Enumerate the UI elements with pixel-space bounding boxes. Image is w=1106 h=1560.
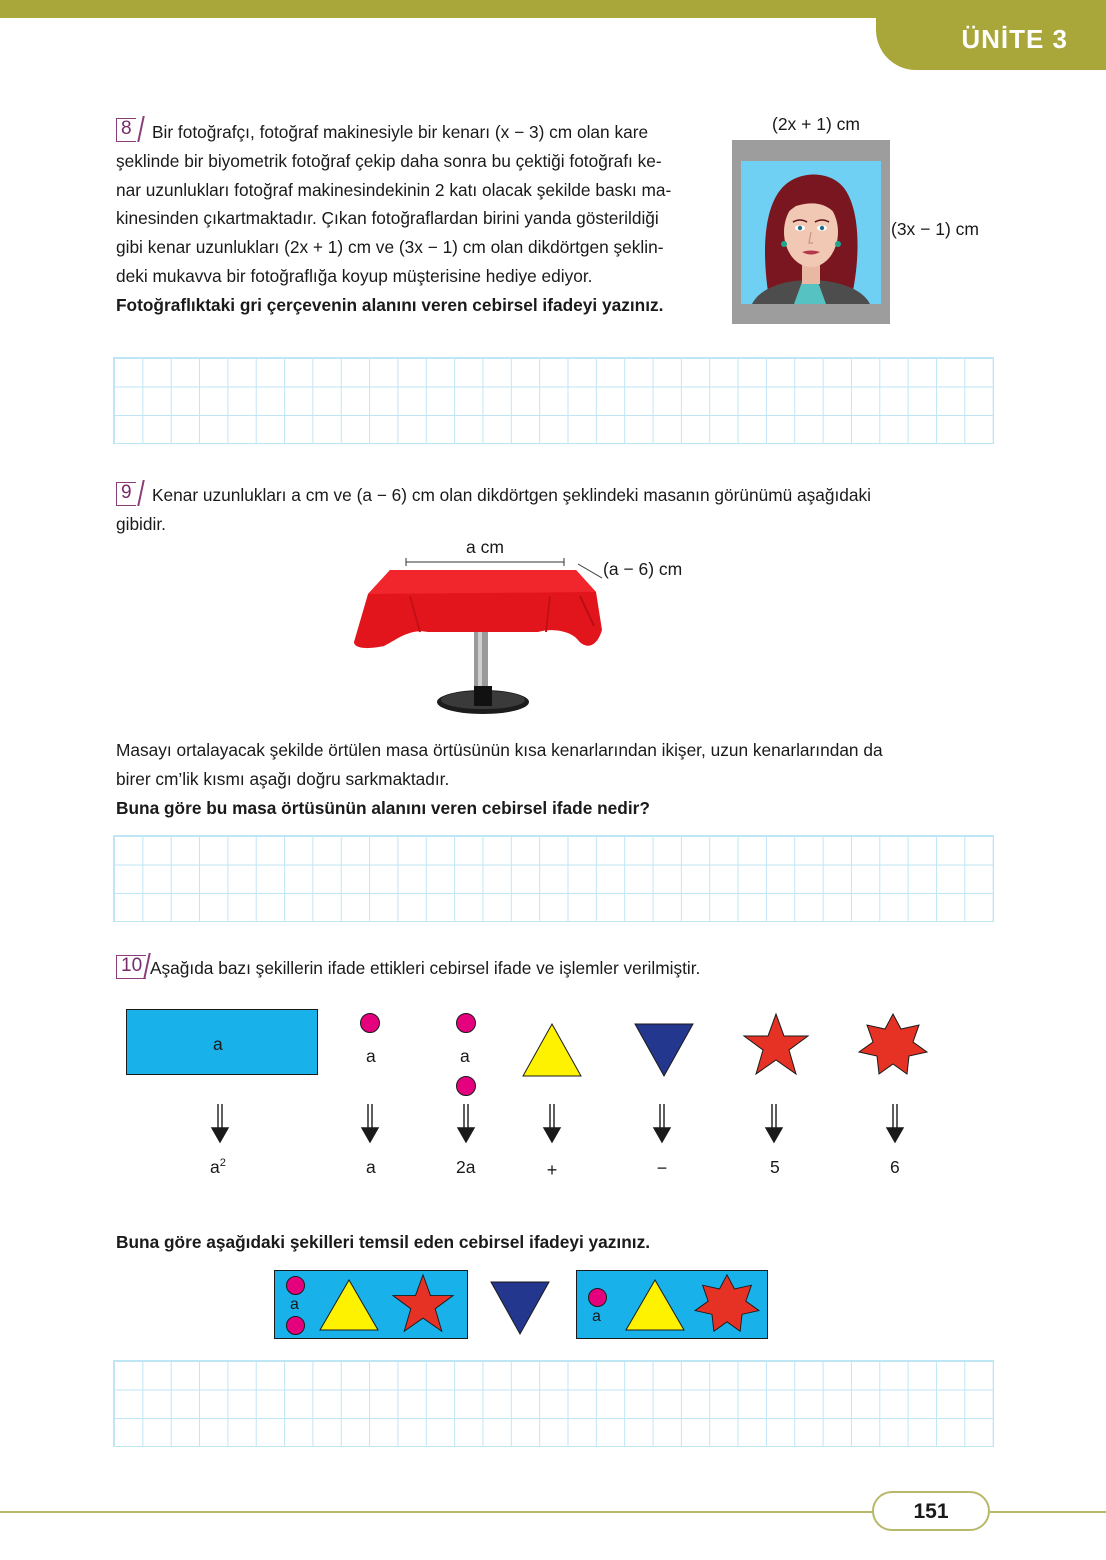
six-point-star xyxy=(857,1012,929,1078)
table-width-label: (a − 6) cm xyxy=(603,559,683,579)
arrow-down-icon xyxy=(544,1104,560,1142)
one-dot-label: a xyxy=(366,1046,376,1066)
result-six: 6 xyxy=(890,1157,900,1177)
question-9-text xyxy=(116,481,994,539)
question-10-number-box xyxy=(116,955,152,981)
magenta-dot xyxy=(286,1316,305,1335)
arrow-down-icon xyxy=(458,1104,474,1142)
result-two-dots: 2a xyxy=(456,1157,476,1177)
arrow-down-icon xyxy=(212,1104,228,1142)
rectangle-label: a xyxy=(213,1034,223,1054)
expression-box-2-label: a xyxy=(592,1308,601,1325)
arrow-down-icon xyxy=(654,1104,670,1142)
expression-box-1-label: a xyxy=(290,1296,299,1313)
table-illustration xyxy=(350,556,630,722)
question-8-number: 8 xyxy=(116,118,136,142)
yellow-triangle xyxy=(318,1278,380,1332)
q9-question: Buna göre bu masa örtüsünün alanını veren cebirsel ifade nedir? xyxy=(116,797,650,818)
magenta-dot xyxy=(588,1288,607,1307)
q8-question: Fotoğraflıktaki gri çerçevenin alanını veren cebirsel ifadeyi yazınız. xyxy=(116,294,664,315)
q8-line: şeklinde bir biyometrik fotoğraf çekip daha sonra bu çektiği fotoğrafı ke- xyxy=(116,150,662,171)
q8-line: deki mukavva bir fotoğraflığa koyup müşterisine hediye ediyor. xyxy=(116,265,593,286)
five-point-star xyxy=(742,1012,810,1078)
question-8-text xyxy=(116,118,720,320)
question-10-number: 10 xyxy=(116,955,146,979)
question-10-question: Buna göre aşağıdaki şekilleri temsil eden cebirsel ifadeyi yazınız. xyxy=(116,1232,651,1252)
page-number: 151 xyxy=(913,1500,949,1523)
answer-grid-1[interactable] xyxy=(113,357,994,444)
result-minus: − xyxy=(656,1158,668,1178)
result-five: 5 xyxy=(770,1157,780,1177)
two-dots-label: a xyxy=(460,1046,470,1066)
q8-line: kinesinden çıkartmaktadır. Çıkan fotoğraflardan birini yanda gösterildiği xyxy=(116,208,659,229)
arrow-down-icon xyxy=(887,1104,903,1142)
q8-line: gibi kenar uzunlukları (2x + 1) cm ve (3x − 1) cm olan dikdörtgen şeklin- xyxy=(116,237,664,258)
q8-line: Bir fotoğrafçı, fotoğraf makinesiyle bir kenarı (x − 3) cm olan kare xyxy=(152,122,649,142)
yellow-triangle xyxy=(521,1022,583,1078)
six-point-star xyxy=(692,1273,762,1335)
result-rectangle: $a^2$ xyxy=(210,1157,226,1177)
five-point-star xyxy=(388,1273,458,1335)
frame-width-label: (2x + 1) cm xyxy=(772,114,861,134)
yellow-triangle xyxy=(624,1278,686,1332)
question-9-description xyxy=(116,736,994,822)
footer-line xyxy=(0,1511,875,1513)
photo-frame xyxy=(732,140,890,324)
result-one-dot: a xyxy=(366,1157,376,1177)
frame-height-label: (3x − 1) cm xyxy=(891,219,980,239)
q9-desc-line: birer cm’lik kısmı aşağı doğru sarkmaktadır. xyxy=(116,768,450,789)
q9-line: Kenar uzunlukları a cm ve (a − 6) cm olan dikdörtgen şeklindeki masanın görünümü aşağıdaki xyxy=(152,485,871,505)
magenta-dot xyxy=(286,1276,305,1295)
arrow-down-icon xyxy=(362,1104,378,1142)
arrows-row xyxy=(0,1102,1106,1144)
question-10-intro: Aşağıda bazı şekillerin ifade ettikleri cebirsel ifade ve işlemler verilmiştir. xyxy=(150,958,701,978)
arrow-down-icon xyxy=(766,1104,782,1142)
footer-line xyxy=(990,1511,1106,1513)
navy-triangle xyxy=(633,1022,695,1078)
navy-triangle xyxy=(488,1280,552,1336)
unit-label: ÜNİTE 3 xyxy=(961,24,1068,54)
q9-line: gibidir. xyxy=(116,513,166,534)
magenta-dot xyxy=(456,1013,476,1033)
magenta-dot xyxy=(456,1076,476,1096)
table-length-label: a cm xyxy=(466,537,504,557)
result-plus: + xyxy=(546,1160,558,1180)
magenta-dot xyxy=(360,1013,380,1033)
question-9-number: 9 xyxy=(116,482,136,506)
answer-grid-3[interactable] xyxy=(113,1360,994,1447)
q9-desc-line: Masayı ortalayacak şekilde örtülen masa örtüsünün kısa kenarlarından ikişer, uzun kenarlarından da xyxy=(116,740,883,760)
q8-line: nar uzunlukları fotoğraf makinesindekinin 2 katı olacak şekilde baskı ma- xyxy=(116,179,672,200)
answer-grid-2[interactable] xyxy=(113,835,994,922)
